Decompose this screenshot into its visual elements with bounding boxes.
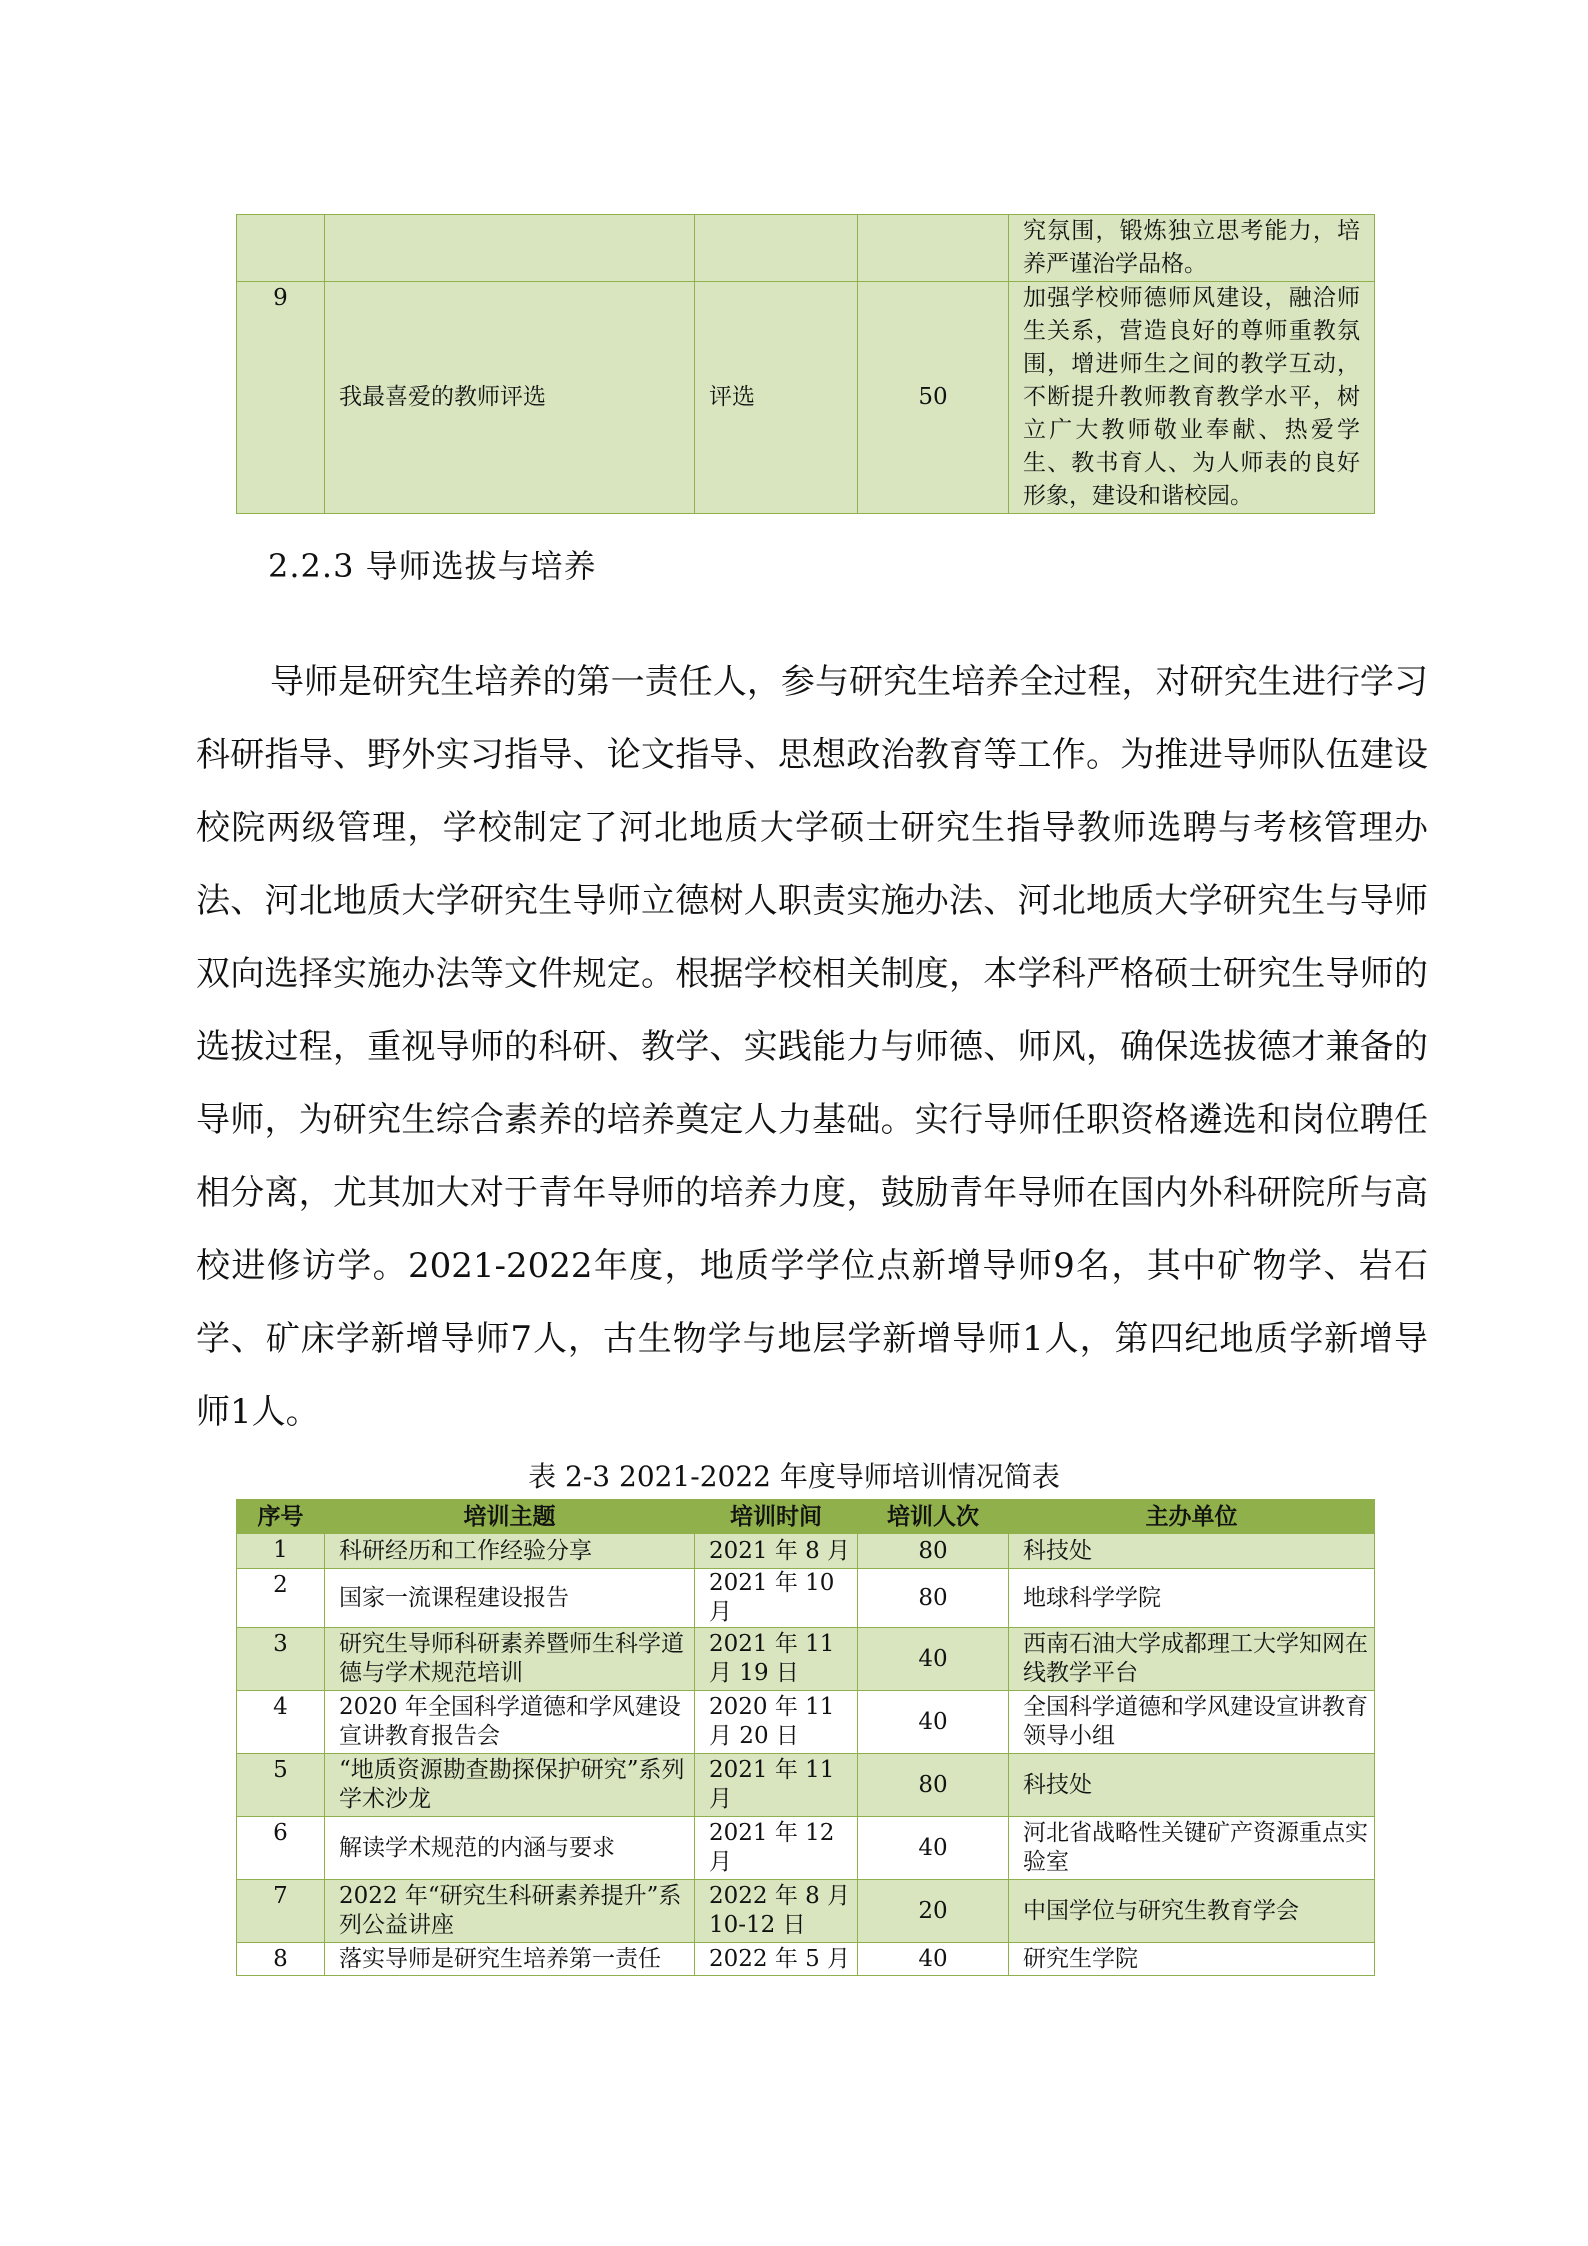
table-header-row [237, 1500, 1375, 1534]
row-number: 4 [237, 1691, 325, 1754]
table-row [237, 282, 1375, 514]
row-number: 2 [237, 1569, 325, 1628]
participant-count: 50 [858, 282, 1009, 514]
training-count: 80 [858, 1569, 1009, 1628]
row-number: 1 [237, 1534, 325, 1569]
training-count: 80 [858, 1754, 1009, 1817]
row-index [237, 215, 325, 282]
activity-table [236, 214, 1375, 514]
column-header: 序号 [237, 1500, 325, 1534]
table-row [237, 1880, 1375, 1943]
activity-name [325, 215, 695, 282]
row-number: 7 [237, 1880, 325, 1943]
host-unit: 中国学位与研究生教育学会 [1009, 1880, 1375, 1943]
host-unit: 河北省战略性关键矿产资源重点实验室 [1009, 1817, 1375, 1880]
activity-type [695, 215, 858, 282]
table-caption: 表 2-3 2021-2022 年度导师培训情况简表 [528, 1460, 1060, 1493]
column-header: 培训时间 [695, 1500, 858, 1534]
training-count: 40 [858, 1943, 1009, 1976]
training-count: 20 [858, 1880, 1009, 1943]
row-number: 3 [237, 1628, 325, 1691]
host-unit: 全国科学道德和学风建设宣讲教育领导小组 [1009, 1691, 1375, 1754]
row-number: 8 [237, 1943, 325, 1976]
training-time: 2022 年 5 月 [695, 1943, 858, 1976]
activity-description: 究氛围，锻炼独立思考能力，培养严谨治学品格。 [1009, 215, 1375, 282]
training-topic: 科研经历和工作经验分享 [325, 1534, 695, 1569]
training-time: 2021 年 10 月 [695, 1569, 858, 1628]
host-unit: 地球科学学院 [1009, 1569, 1375, 1628]
training-count: 40 [858, 1691, 1009, 1754]
activity-name: 我最喜爱的教师评选 [325, 282, 695, 514]
training-time: 2021 年 12 月 [695, 1817, 858, 1880]
training-time: 2021 年 11 月 19 日 [695, 1628, 858, 1691]
host-unit: 科技处 [1009, 1754, 1375, 1817]
table-row [237, 1754, 1375, 1817]
training-topic: 解读学术规范的内涵与要求 [325, 1817, 695, 1880]
table-row [237, 215, 1375, 282]
column-header: 主办单位 [1009, 1500, 1375, 1534]
participant-count [858, 215, 1009, 282]
row-number: 5 [237, 1754, 325, 1817]
table-row [237, 1817, 1375, 1880]
activity-type: 评选 [695, 282, 858, 514]
training-time: 2022 年 8 月 10-12 日 [695, 1880, 858, 1943]
table-row [237, 1628, 1375, 1691]
training-count: 40 [858, 1628, 1009, 1691]
host-unit: 科技处 [1009, 1534, 1375, 1569]
training-topic: 2020 年全国科学道德和学风建设宣讲教育报告会 [325, 1691, 695, 1754]
training-topic: “地质资源勘查勘探保护研究”系列学术沙龙 [325, 1754, 695, 1817]
training-count: 40 [858, 1817, 1009, 1880]
column-header: 培训人次 [858, 1500, 1009, 1534]
body-text [196, 646, 1428, 1449]
table-row [237, 1569, 1375, 1628]
training-topic: 国家一流课程建设报告 [325, 1569, 695, 1628]
table-row [237, 1943, 1375, 1976]
activity-description: 加强学校师德师风建设，融洽师生关系，营造良好的尊师重教氛围，增进师生之间的教学互动，不断提升教师教育教学水平，树立广大教师敬业奉献、热爱学生、教书育人、为人师表的良好形象，建设和谐校园。 [1009, 282, 1375, 514]
training-topic: 研究生导师科研素养暨师生科学道德与学术规范培训 [325, 1628, 695, 1691]
paragraph: 导师是研究生培养的第一责任人，参与研究生培养全过程，对研究生进行学习科研指导、野外实习指导、论文指导、思想政治教育等工作。为推进导师队伍建设校院两级管理，学校制定了河北地质大学硕士研究生指导教师选聘与考核管理办法、河北地质大学研究生导师立德树人职责实施办法、河北地质大学研究生与导师双向选择实施办法等文件规定。根据学校相关制度，本学科严格硕士研究生导师的选拔过程，重视导师的科研、教学、实践能力与师德、师风，确保选拔德才兼备的导师，为研究生综合素养的培养奠定人力基础。实行导师任职资格遴选和岗位聘任相分离，尤其加大对于青年导师的培养力度，鼓励青年导师在国内外科研院所与高校进修访学。2021-2022年度，地质学学位点新增导师9名，其中矿物学、岩石学、矿床学新增导师7人，古生物学与地层学新增导师1人，第四纪地质学新增导师1人。 [196, 662, 1428, 1432]
training-topic: 落实导师是研究生培养第一责任 [325, 1943, 695, 1976]
training-time: 2021 年 8 月 [695, 1534, 858, 1569]
row-number: 6 [237, 1817, 325, 1880]
training-count: 80 [858, 1534, 1009, 1569]
table-row [237, 1534, 1375, 1569]
section-heading: 2.2.3 导师选拔与培养 [268, 547, 597, 585]
training-time: 2021 年 11 月 [695, 1754, 858, 1817]
column-header: 培训主题 [325, 1500, 695, 1534]
table-row [237, 1691, 1375, 1754]
row-index: 9 [237, 282, 325, 514]
host-unit: 研究生学院 [1009, 1943, 1375, 1976]
training-time: 2020 年 11 月 20 日 [695, 1691, 858, 1754]
training-topic: 2022 年“研究生科研素养提升”系列公益讲座 [325, 1880, 695, 1943]
host-unit: 西南石油大学成都理工大学知网在线教学平台 [1009, 1628, 1375, 1691]
training-table [236, 1499, 1375, 1976]
